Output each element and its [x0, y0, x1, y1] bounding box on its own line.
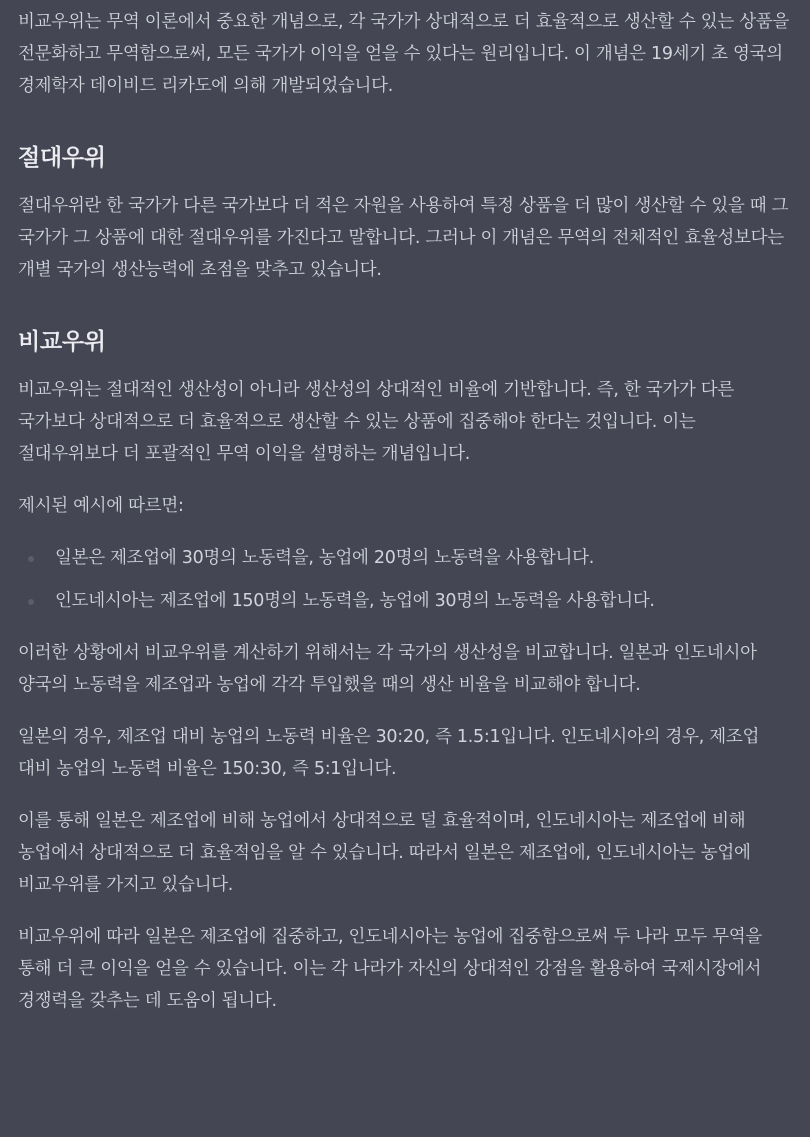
conclusion-paragraph: 비교우위에 따라 일본은 제조업에 집중하고, 인도네시아는 농업에 집중함으로써 두 나라 모두 무역을 통해 더 큰 이익을 얻을 수 있습니다. 이는 각 나라가 자신의 상대적인 강점을 활용하여 국제시장에서 경쟁력을 갖추는 데 도움이 됩니다.: [18, 927, 762, 1011]
bullet-icon: [28, 599, 34, 605]
ratio-paragraph: 일본의 경우, 제조업 대비 농업의 노동력 비율은 30:20, 즉 1.5:1입니다. 인도네시아의 경우, 제조업 대비 농업의 노동력 비율은 150:30, 즉 5:1입니다.: [18, 727, 760, 779]
list-item: [18, 585, 792, 617]
list-item-text: 일본은 제조업에 30명의 노동력을, 농업에 20명의 노동력을 사용합니다.: [55, 548, 595, 568]
list-item-text: 인도네시아는 제조업에 150명의 노동력을, 농업에 30명의 노동력을 사용합니다.: [55, 591, 655, 611]
calculation-paragraph: 이러한 상황에서 비교우위를 계산하기 위해서는 각 국가의 생산성을 비교합니다. 일본과 인도네시아 양국의 노동력을 제조업과 농업에 각각 투입했을 때의 생산 비율을 비교해야 합니다.: [18, 643, 757, 695]
list-item: [18, 542, 792, 574]
intro-paragraph: 비교우위는 무역 이론에서 중요한 개념으로, 각 국가가 상대적으로 더 효율적으로 생산할 수 있는 상품을 전문화하고 무역함으로써, 모든 국가가 이익을 얻을 수 있다는 원리입니다. 이 개념은 19세기 초 영국의 경제학자 데이비드 리카도에 의해 개발되었습니다.: [18, 12, 790, 96]
section-heading-comparative-advantage: 비교우위: [18, 329, 106, 355]
comparative-advantage-paragraph: 비교우위는 절대적인 생산성이 아니라 생산성의 상대적인 비율에 기반합니다. 즉, 한 국가가 다른 국가보다 상대적으로 더 효율적으로 생산할 수 있는 상품에 집중해야 한다는 것입니다. 이는 절대우위보다 더 포괄적인 무역 이익을 설명하는 개념입니다.: [18, 380, 735, 464]
example-intro-paragraph: 제시된 예시에 따르면:: [18, 496, 184, 516]
absolute-advantage-paragraph: 절대우위란 한 국가가 다른 국가보다 더 적은 자원을 사용하여 특정 상품을 더 많이 생산할 수 있을 때 그 국가가 그 상품에 대한 절대우위를 가진다고 말합니다. 그러나 이 개념은 무역의 전체적인 효율성보다는 개별 국가의 생산능력에 초점을 맞추고 있습니다.: [18, 196, 789, 280]
example-list: [18, 542, 792, 617]
efficiency-paragraph: 이를 통해 일본은 제조업에 비해 농업에서 상대적으로 덜 효율적이며, 인도네시아는 제조업에 비해 농업에서 상대적으로 더 효율적임을 알 수 있습니다. 따라서 일본은 제조업에, 인도네시아는 농업에 비교우위를 가지고 있습니다.: [18, 811, 751, 895]
bullet-icon: [28, 556, 34, 562]
section-heading-absolute-advantage: 절대우위: [18, 145, 106, 171]
